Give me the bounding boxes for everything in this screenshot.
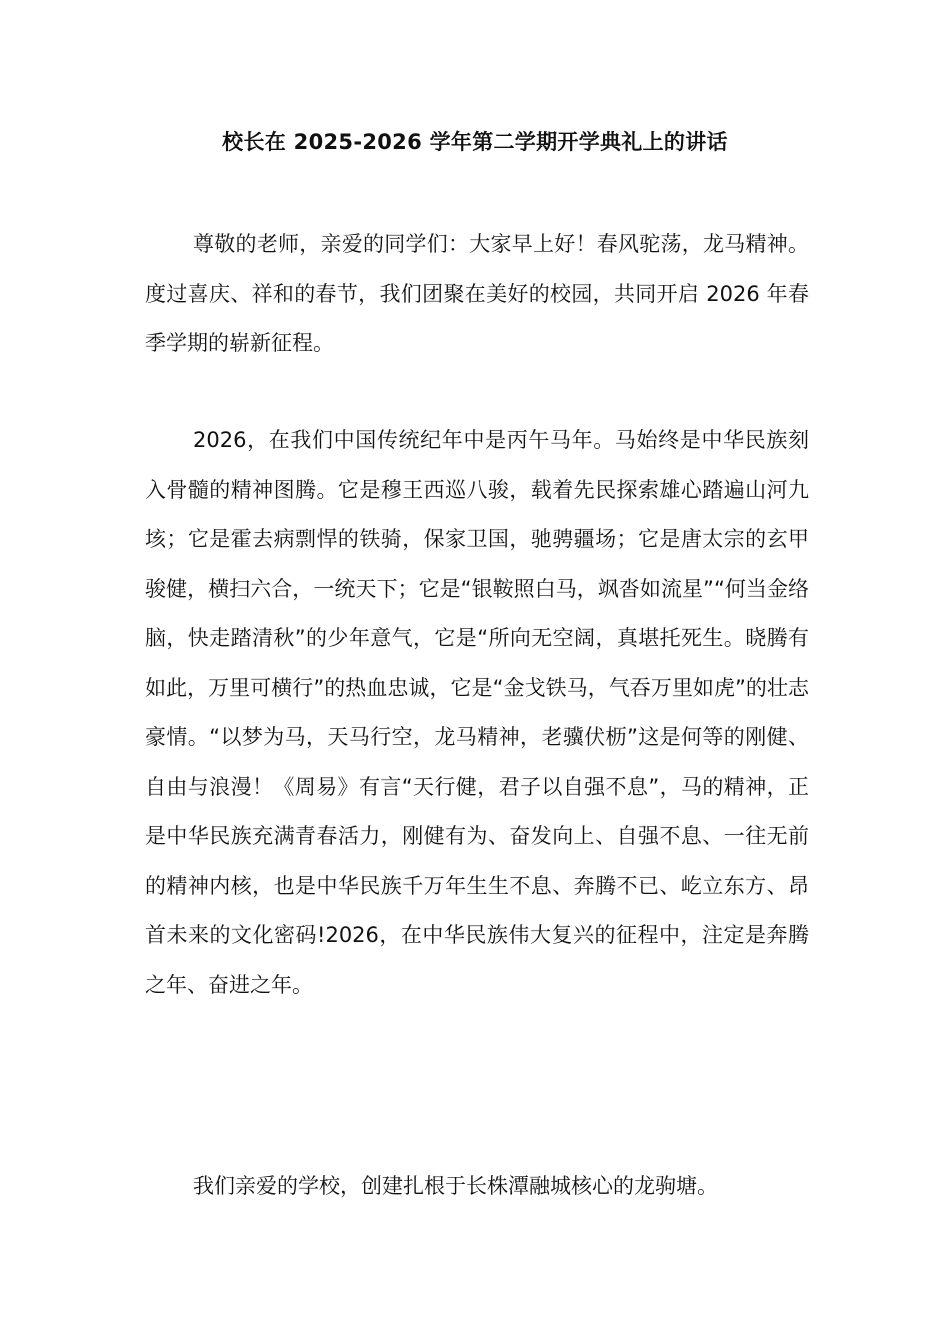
- paragraph-greeting: 尊敬的老师，亲爱的同学们：大家早上好！春风驼荡，龙马精神。度过喜庆、祥和的春节，我们团聚在美好的校园，共同开启 2026 年春季学期的崭新征程。: [145, 232, 809, 355]
- paragraph-school-intro: 我们亲爱的学校，创建扎根于长株潭融城核心的龙驹塘。: [193, 1174, 718, 1198]
- document-title: 校长在 2025-2026 学年第二学期开学典礼上的讲话: [222, 130, 728, 154]
- paragraph-horse-spirit: 2026，在我们中国传统纪年中是丙午马年。马始终是中华民族刻入骨髓的精神图腾。它是穆王西巡八骏，载着先民探索雄心踏遍山河九垓；它是霍去病剽悍的铁骑，保家卫国，驰骋疆场；它是唐太宗的玄甲骏健，横扫六合，一统天下；它是“银鞍照白马，飒沓如流星”“何当金络脑，快走踏清秋”的少年意气，它是“所向无空阔，真堪托死生。晓腾有如此，万里可横行”的热血忠诚，它是“金戈铁马，气吞万里如虎”的壮志豪情。“以梦为马，天马行空，龙马精神，老骥伏枥”这是何等的刚健、自由与浪漫！《周易》有言“天行健，君子以自强不息”，马的精神，正是中华民族充满青春活力，刚健有为、奋发向上、自强不息、一往无前的精神内核，也是中华民族千万年生生不息、奔腾不已、屹立东方、昂首未来的文化密码!2026，在中华民族伟大复兴的征程中，注定是奔腾之年、奋进之年。: [145, 428, 809, 997]
